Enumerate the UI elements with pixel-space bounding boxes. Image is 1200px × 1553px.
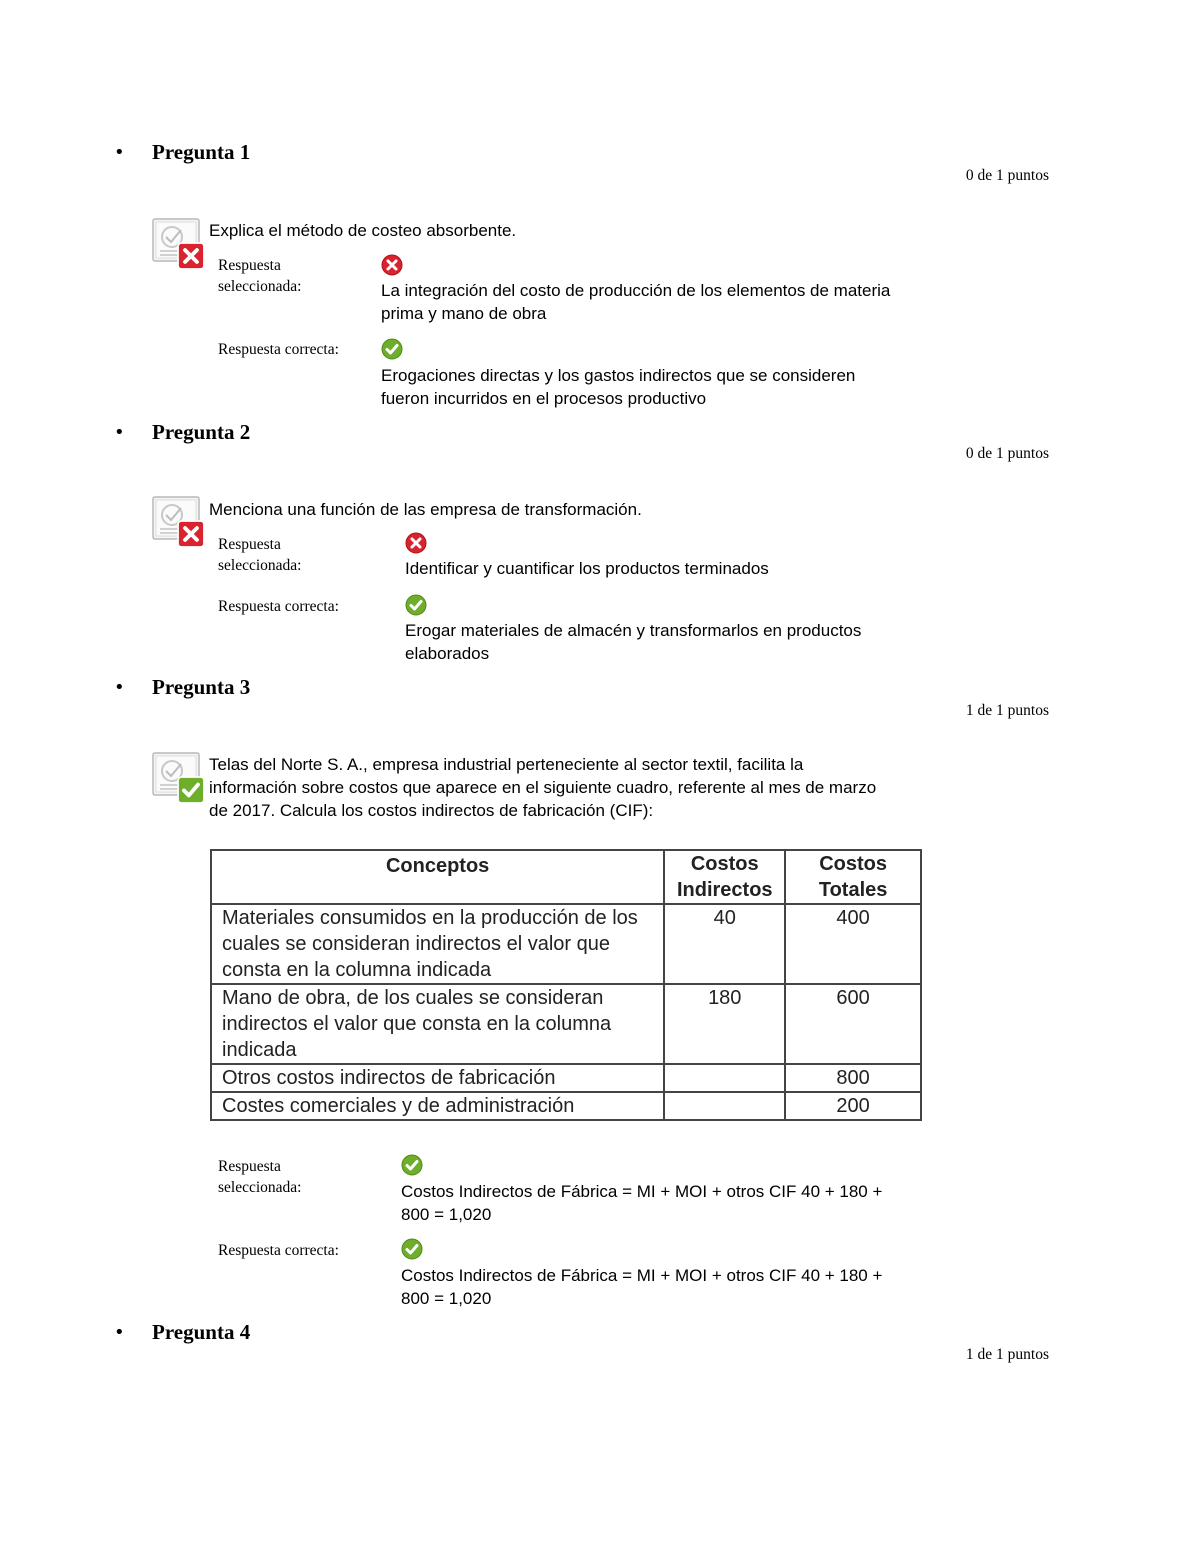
question-4-points: 1 de 1 puntos xyxy=(965,1346,1049,1363)
bullet: • xyxy=(114,142,125,163)
bullet: • xyxy=(114,1322,125,1343)
indirect-cost-cell: 40 xyxy=(664,904,785,984)
selected-answer-label: Respuesta seleccionada: xyxy=(218,536,302,574)
question-1-points: 0 de 1 puntos xyxy=(965,167,1049,184)
selected-answer-label: Respuesta seleccionada: xyxy=(218,257,302,295)
question-correct-icon xyxy=(152,751,206,803)
correct-answer-label: Respuesta correcta: xyxy=(218,341,339,358)
header-costos-indirectos: Costos Indirectos xyxy=(664,850,785,904)
indirect-cost-cell xyxy=(664,1064,785,1092)
concept-cell: Otros costos indirectos de fabricación xyxy=(211,1064,664,1092)
total-cost-cell: 400 xyxy=(785,904,921,984)
table-row xyxy=(211,1092,921,1120)
question-1-text: Explica el método de costeo absorbente. xyxy=(209,221,517,240)
header-conceptos: Conceptos xyxy=(211,850,664,904)
question-3-points: 1 de 1 puntos xyxy=(965,702,1049,719)
correct-icon xyxy=(401,1154,423,1176)
correct-answer-label: Respuesta correcta: xyxy=(218,1242,339,1259)
total-cost-cell: 200 xyxy=(785,1092,921,1120)
table-header-row xyxy=(211,850,921,904)
concept-cell: Mano de obra, de los cuales se consideran indirectos el valor que consta en la columna indicada xyxy=(211,984,664,1064)
correct-answer: Costos Indirectos de Fábrica = MI + MOI + otros CIF 40 + 180 + 800 = 1,020 xyxy=(401,1266,883,1308)
correct-icon xyxy=(405,594,427,616)
question-4-title: Pregunta 4 xyxy=(152,1320,251,1344)
question-1-title: Pregunta 1 xyxy=(152,140,251,164)
concept-cell: Materiales consumidos en la producción de los cuales se consideran indirectos el valor que consta en la columna indicada xyxy=(211,904,664,984)
correct-answer-label: Respuesta correcta: xyxy=(218,598,339,615)
selected-answer-label: Respuesta seleccionada: xyxy=(218,1158,302,1196)
indirect-cost-cell xyxy=(664,1092,785,1120)
header-costos-totales: Costos Totales xyxy=(785,850,921,904)
table-row xyxy=(211,1064,921,1092)
selected-answer: Identificar y cuantificar los productos terminados xyxy=(405,559,769,578)
question-incorrect-icon xyxy=(152,495,206,547)
concept-cell: Costes comerciales y de administración xyxy=(211,1092,664,1120)
costs-table xyxy=(210,849,922,1121)
correct-icon xyxy=(401,1238,423,1260)
incorrect-icon xyxy=(405,532,427,554)
total-cost-cell: 800 xyxy=(785,1064,921,1092)
selected-answer: La integración del costo de producción de los elementos de materia prima y mano de obra xyxy=(381,281,891,323)
correct-answer: Erogar materiales de almacén y transformarlos en productos elaborados xyxy=(405,621,862,663)
question-2-points: 0 de 1 puntos xyxy=(965,445,1049,462)
question-3-title: Pregunta 3 xyxy=(152,675,251,699)
correct-icon xyxy=(381,338,403,360)
bullet: • xyxy=(114,677,125,698)
question-2-title: Pregunta 2 xyxy=(152,420,251,444)
selected-answer: Costos Indirectos de Fábrica = MI + MOI + otros CIF 40 + 180 + 800 = 1,020 xyxy=(401,1182,883,1224)
question-2-text: Menciona una función de las empresa de transformación. xyxy=(209,500,642,519)
incorrect-icon xyxy=(381,254,403,276)
total-cost-cell: 600 xyxy=(785,984,921,1064)
bullet: • xyxy=(114,422,125,443)
question-incorrect-icon xyxy=(152,217,206,269)
question-3-text: Telas del Norte S. A., empresa industrial perteneciente al sector textil, facilita la información sobre costos que aparece en el siguiente cuadro, referente al mes de marzo de 2017. Calcula los costos indirectos de fabricación (CIF): xyxy=(209,755,877,820)
correct-answer: Erogaciones directas y los gastos indirectos que se consideren fueron incurridos en el procesos productivo xyxy=(381,366,856,408)
indirect-cost-cell: 180 xyxy=(664,984,785,1064)
table-row xyxy=(211,904,921,984)
table-row xyxy=(211,984,921,1064)
